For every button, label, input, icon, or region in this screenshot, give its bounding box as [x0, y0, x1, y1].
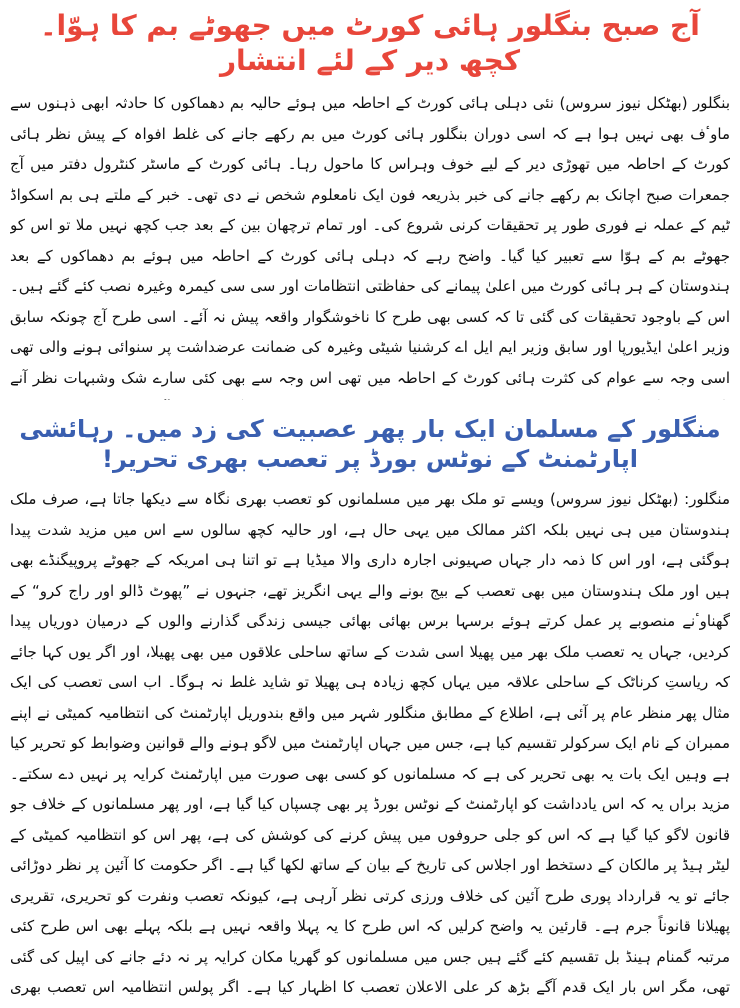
article-1-headline: آج صبح بنگلور ہائی کورٹ میں جھوٹے بم کا ہوّا۔ کچھ دیر کے لئے انتشار [40, 9, 700, 77]
article-2-headline: منگلور کے مسلمان ایک بار پھر عصبیت کی زد میں۔ رہائشی اپارٹمنٹ کے نوٹس بورڈ پر تعصب بھری تحریر! [19, 415, 721, 473]
article-2-body: منگلور: (بھٹکل نیوز سروس) ویسے تو ملک بھر میں مسلمانوں کو تعصب بھری نگاہ سے دیکھا جاتا ہے، صرف ملک ہندوستان میں ہی نہیں بلکہ اکثر ممالک میں یہی حال ہے، اور حالیہ کچھ سالوں سے اس میں مزید شدت پیدا ہوگئی ہے، اور اس کا ذمہ دار جہاں صہیونی اجارہ داری والا میڈیا ہے تو اتنا ہی امریکہ کے جھوٹے پروپیگنڈے بھی ہیں اور ملک ہندوستان میں بھی تعصب کے بیج بونے والے یہی انگریز تھے، جنہوں نے ”پھوٹ ڈالو اور راج کرو“ کے گھناوٴنے منصوبے پر عمل کرتے ہوئے برسہا برس بھائی بھائی جیسی زندگی گذارنے والوں کے درمیان دوریاں پیدا کردیں، جہاں یہ تعصب ملک بھر میں پھیلا اسی شدت کے ساتھ ساحلی علاقوں میں بھی پھیلا، اور اگر یوں کہا جائے کہ ریاستِ کرناٹک کے ساحلی علاقہ میں یہاں کچھ زیادہ ہی پھیلا تو شاید غلط نہ ہوگا۔ اب اسی تعصب کی ایک مثال پھر منظر عام پر آئی ہے، اطلاع کے مطابق منگلور شہر میں واقع بندوریل اپارٹمنٹ کی انتظامیہ کمیٹی نے اپنے ممبران کے نام ایک سرکولر تقسیم کیا ہے، جس میں جہاں اپارٹمنٹ میں لاگو ہونے والے قوانین وضوابط کو تحریر کیا ہے وہیں ایک بات یہ بھی تحریر کی ہے کہ مسلمانوں کو کسی بھی صورت میں اپارٹمنٹ کرایہ پر نہیں دے سکتے۔ مزید براں یہ کہ اس یادداشت کو اپارٹمنٹ کے نوٹس بورڈ پر بھی چسپاں کیا گیا ہے، اور پھر مسلمانوں کے خلاف جو قانون لاگو کیا گیا ہے کہ اس کو جلی حروفوں میں پیش کرنے کی کوشش کی ہے، پھر اس کو انتظامیہ کمیٹی کے لیٹر ہیڈ پر مالکان کے دستخط اور اجلاس کی تاریخ کے بیان کے ساتھ لکھا گیا ہے۔ اگر حکومت کا آئین پر نظر دوڑائی جائے تو یہ قرارداد پوری طرح آئین کی خلاف ورزی کرتی نظر آرہی ہے، کیونکہ تعصب ونفرت کو تحریری، تقریری پھیلانا قانوناً جرم ہے۔ قارئین یہ واضح کرلیں کہ اس طرح کا یہ پہلا واقعہ نہیں ہے بلکہ پہلے بھی اس طرح کئی مرتبہ گمنام ہینڈ بل تقسیم کئے گئے ہیں جس میں مسلمانوں کو گھریا مکان کرایہ پر نہ دئے جانے کی اپیل کی گئی تھی، مگر اس بار ایک قدم آگے بڑھ کر علی الاعلان تعصب کا اظہار کیا ہے۔ اگر پولس انتظامیہ اس تعصب بھری [10, 490, 730, 996]
article-1-body: بنگلور (بھٹکل نیوز سروس) نئی دہلی ہائی کورٹ کے احاطہ میں ہوئے حالیہ بم دھماکوں کا حادثہ ابھی ذہنوں سے ماوٴف بھی نہیں ہوا ہے کہ اسی دوران بنگلور ہائی کورٹ میں بم رکھے جانے کی غلط افواہ کے پیش نظر ہائی کورٹ کے احاطہ میں تھوڑی دیر کے لیے خوف وہراس کا ماحول رہا۔ ہائی کورٹ کے ماسٹر کنٹرول دفتر میں آج جمعرات صبح اچانک بم رکھے جانے کی خبر بذریعہ فون ایک نامعلوم شخص نے دی تھی۔ خبر کے ملتے ہی بم اسکواڈ ٹیم کے عملہ نے فوری طور پر تحقیقات کرنی شروع کی۔ اور تمام ترچھان بین کے بعد جب کچھ نہیں ملا تو اس کو جھوٹے بم کے ہوّا سے تعبیر کیا گیا۔ واضح رہے کہ دہلی ہائی کورٹ کے احاطہ میں ہوئے بم دھماکوں کے بعد ہندوستان کے ہر ہائی کورٹ میں اعلیٰ پیمانے کی حفاظتی انتظامات اور سی سی کیمرہ وغیرہ نصب کئے گئے ہیں۔ اس کے باوجود تحقیقات کی گئی تا کہ کسی بھی طرح کا ناخوشگوار واقعہ پیش نہ آئے۔ اسی طرح آج چونکہ سابق وزیر اعلیٰ ایڈیورپا اور سابق وزیر ایم ایل اے کرشنیا شیٹی وغیرہ کی ضمانت عرضداشت پر سنوائی ہونے والی تھی اسی وجہ سے عوام کی کثرت ہائی کورٹ کے احاطہ میں تھی اس وجہ سے بھی کئی سارے شک وشبہات نظر آنے [10, 94, 730, 387]
